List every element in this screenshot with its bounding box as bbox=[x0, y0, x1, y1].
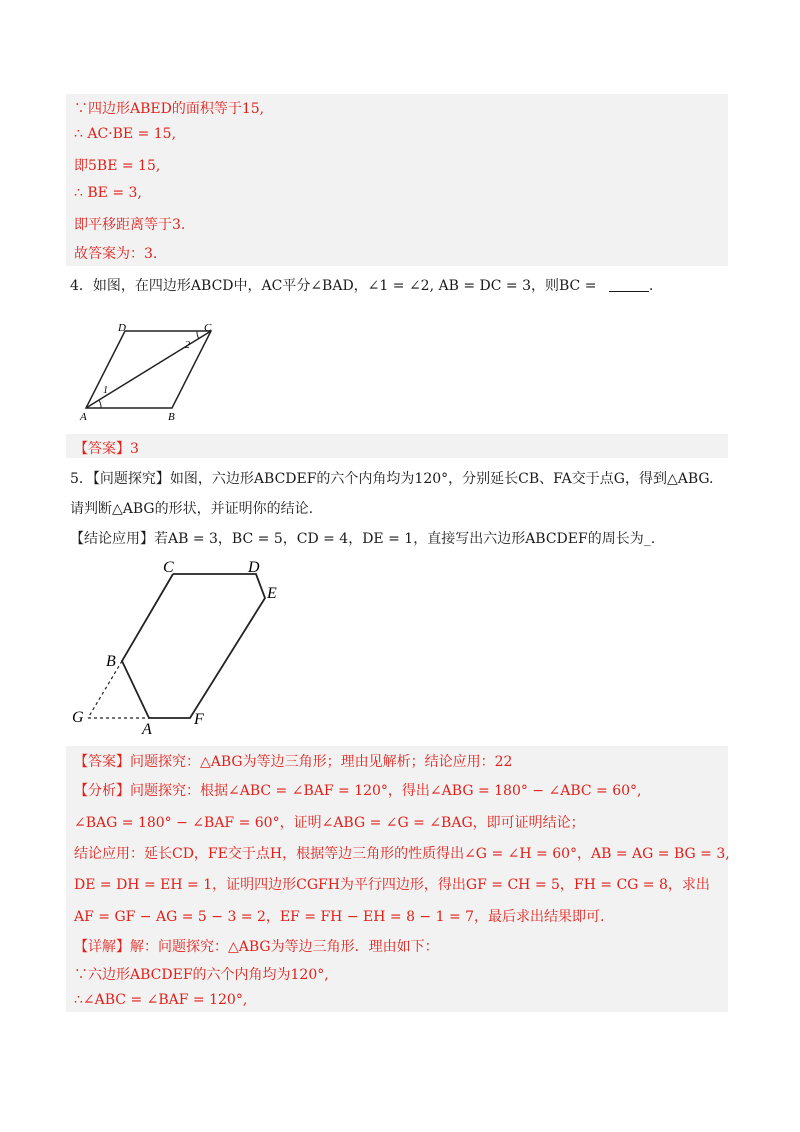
q4-figure bbox=[76, 322, 226, 422]
sol5-analysis-4: DE = DH = EH = 1，证明四边形CGFH为平行四边形，得出GF = CH = 5，FH = CG = 8，求出 bbox=[74, 877, 710, 893]
q5-label-f: F bbox=[194, 711, 204, 728]
sol5-answer: 【答案】问题探究：△ABG为等边三角形；理由见解析；结论应用：22 bbox=[74, 754, 513, 770]
q5-label-e: E bbox=[267, 585, 277, 602]
q5-line-2: 请判断△ABG的形状，并证明你的结论. bbox=[70, 501, 314, 517]
sol3-line-2: ∴ AC·BE = 15, bbox=[74, 126, 177, 142]
sol3-line-1: ∵四边形ABED的面积等于15, bbox=[74, 101, 265, 117]
q5-dashed-bg bbox=[88, 661, 122, 718]
q4-text: 4．如图，在四边形ABCD中，AC平分∠BAD，∠1 = ∠2, AB = DC = 3，则BC = bbox=[70, 278, 597, 294]
q5-figure bbox=[70, 556, 310, 736]
sol5-detail-3: ∴∠ABC = ∠BAF = 120°, bbox=[74, 992, 248, 1008]
sol5-analysis-2: ∠BAG = 180° − ∠BAF = 60°，证明∠ABG = ∠G = ∠BAG，即可证明结论； bbox=[74, 815, 585, 831]
sol3-line-4: ∴ BE = 3, bbox=[74, 185, 142, 201]
sol3-line-6: 故答案为：3. bbox=[74, 246, 158, 262]
q4-answer-blank bbox=[609, 279, 649, 292]
sol5-analysis-1: 【分析】问题探究：根据∠ABC = ∠BAF = 120°，得出∠ABG = 180° − ∠ABC = 60°, bbox=[74, 783, 642, 799]
sol3-line-3: 即5BE = 15, bbox=[74, 158, 161, 174]
q4-label-1: 1 bbox=[103, 385, 108, 396]
q5-label-d: D bbox=[248, 559, 260, 576]
sol3-line-5: 即平移距离等于3. bbox=[74, 217, 186, 233]
q5-label-g: G bbox=[72, 709, 84, 726]
q5-line-3: 【结论应用】若AB = 3，BC = 5，CD = 4，DE = 1，直接写出六边形ABCDEF的周长为_. bbox=[70, 531, 656, 547]
q4-label-c: C bbox=[204, 322, 212, 334]
solution-block-3 bbox=[66, 94, 728, 266]
sol5-analysis-5: AF = GF − AG = 5 − 3 = 2，EF = FH − EH = 8 − 1 = 7，最后求出结果即可. bbox=[74, 909, 605, 925]
sol5-detail-2: ∵六边形ABCDEF的六个内角均为120°, bbox=[74, 967, 329, 983]
answer-block-4 bbox=[66, 434, 728, 458]
sol5-detail-1: 【详解】解：问题探究：△ABG为等边三角形．理由如下： bbox=[74, 939, 439, 955]
sol5-analysis-3: 结论应用：延长CD，FE交于点H，根据等边三角形的性质得出∠G = ∠H = 60°，AB = AG = BG = 3, bbox=[74, 846, 730, 862]
q5-line-1: 5．【问题探究】如图，六边形ABCDEF的六个内角均为120°，分别延长CB、FA交于点G，得到△ABG. bbox=[70, 471, 714, 487]
q5-label-c: C bbox=[163, 559, 174, 576]
q4-angle-1-arc bbox=[99, 400, 101, 408]
q5-label-a: A bbox=[142, 721, 152, 736]
q4-label-d: D bbox=[118, 322, 126, 334]
q5-label-b: B bbox=[106, 653, 116, 670]
q5-hexagon bbox=[122, 574, 265, 718]
q4-angle-2-arc bbox=[197, 331, 199, 339]
q4-answer: 【答案】3 bbox=[74, 441, 139, 457]
q4-label-b: B bbox=[168, 411, 175, 422]
q4-label-a: A bbox=[80, 411, 87, 422]
q4-text-row: 4．如图，在四边形ABCD中，AC平分∠BAD，∠1 = ∠2, AB = DC = 3，则BC = . bbox=[70, 278, 654, 294]
q4-label-2: 2 bbox=[185, 340, 190, 351]
